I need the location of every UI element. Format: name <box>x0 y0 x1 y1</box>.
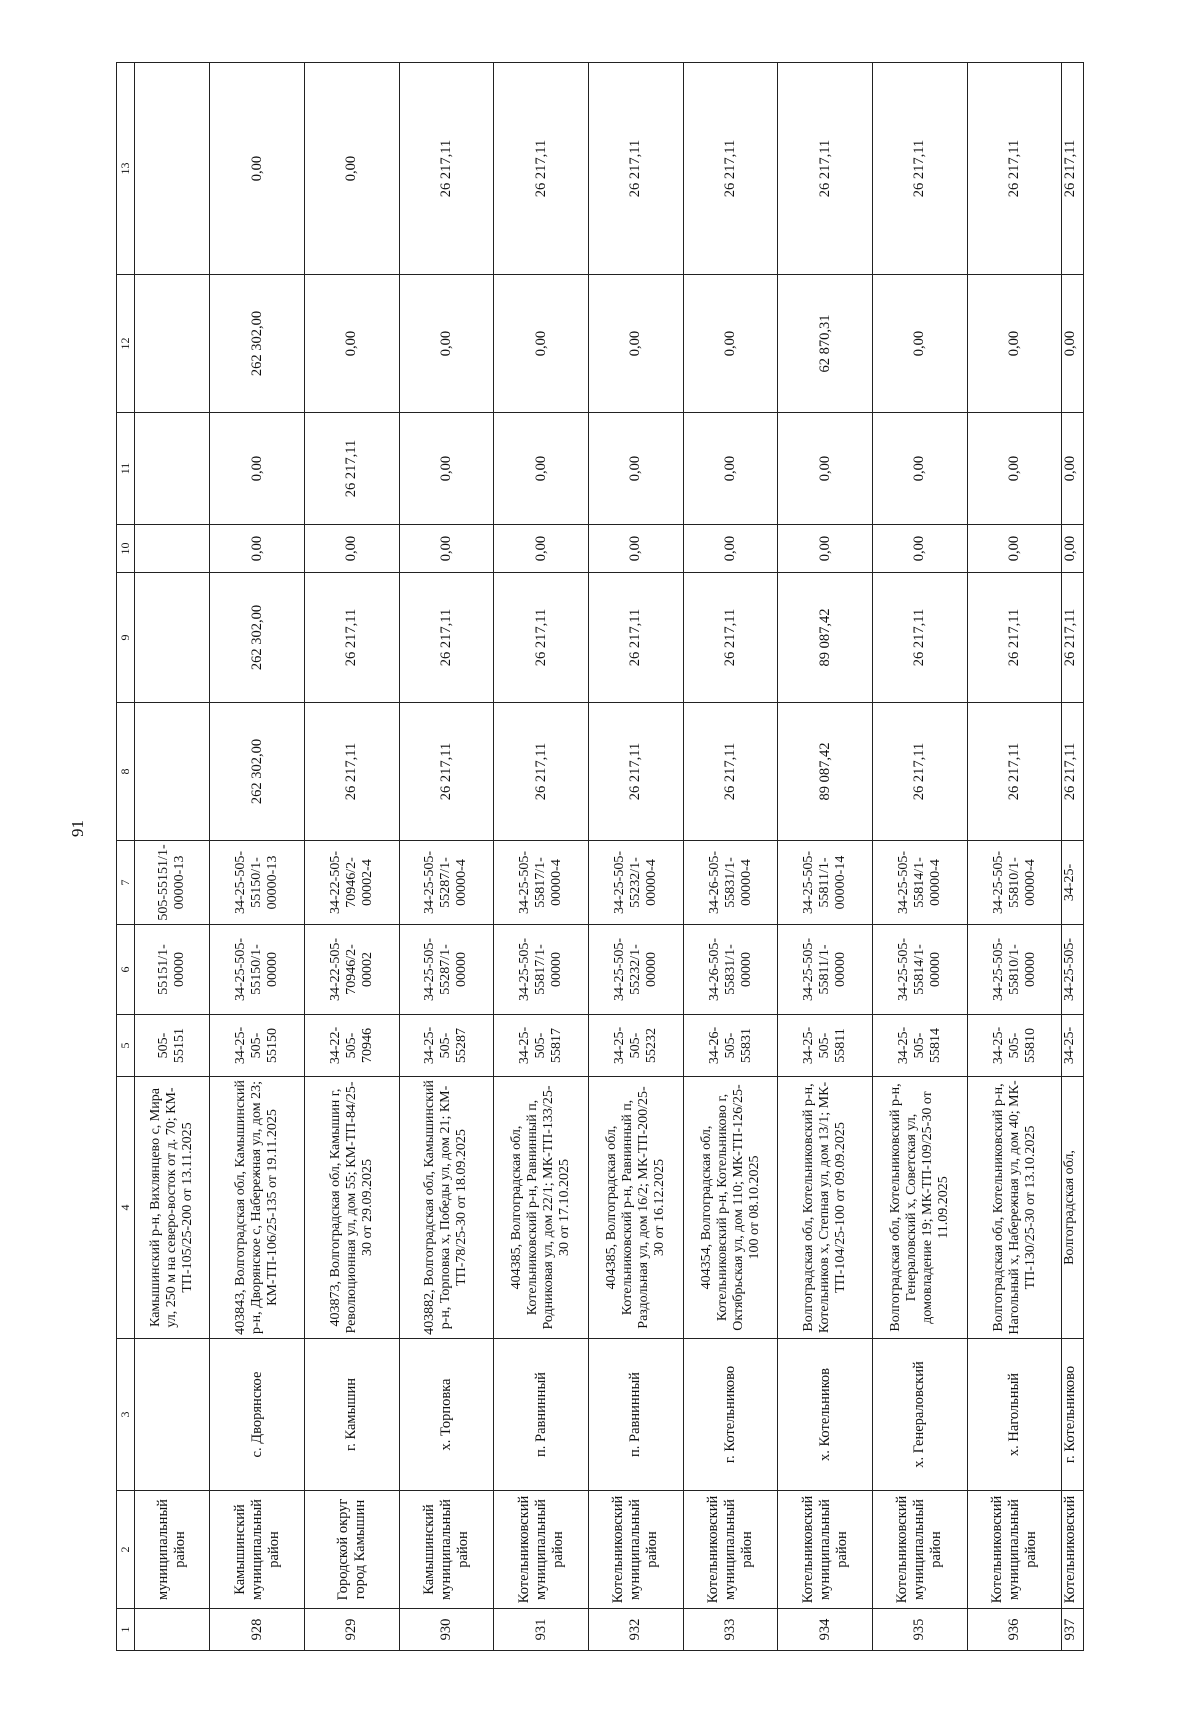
column-header-2: 2 <box>117 1491 135 1609</box>
table-cell-12: 0,00 <box>494 275 589 413</box>
table-row <box>1062 63 1084 1651</box>
table-cell-10: 0,00 <box>494 525 589 573</box>
column-header-8: 8 <box>117 703 135 841</box>
table-cell-7: 34-25-505-55287/1-00000-4 <box>399 841 494 925</box>
data-table <box>116 62 1084 1651</box>
column-header-4: 4 <box>117 1077 135 1339</box>
table-cell-3: х. Торповка <box>399 1339 494 1491</box>
table-cell-5: 34-22-505-70946 <box>304 1015 399 1077</box>
rotated-page <box>116 63 1084 1651</box>
table-cell-9: 26 217,11 <box>683 573 778 703</box>
table-cell-5: 34-25-505-55817 <box>494 1015 589 1077</box>
table-row <box>967 63 1062 1651</box>
table-cell-10: 0,00 <box>210 525 305 573</box>
table-cell-7: 34-25-505-55232/1-00000-4 <box>589 841 684 925</box>
table-cell-8: 26 217,11 <box>589 703 684 841</box>
table-row <box>210 63 305 1651</box>
table-cell-6: 34-25-505-55810/1-00000 <box>967 925 1062 1015</box>
column-header-6: 6 <box>117 925 135 1015</box>
table-cell-4: Камышинский р-н, Вихлянцево с, Мира ул, 250 м на северо-восток от д. 70; КМ-ТП-105/25-200 от 13.11.2025 <box>135 1077 210 1339</box>
column-header-9: 9 <box>117 573 135 703</box>
table-body <box>135 63 1084 1651</box>
column-header-12: 12 <box>117 275 135 413</box>
table-cell-3: х. Генераловский <box>873 1339 968 1491</box>
table-cell-9: 26 217,11 <box>589 573 684 703</box>
table-cell-7: 34-25-505-55817/1-00000-4 <box>494 841 589 925</box>
table-cell-13: 26 217,11 <box>873 63 968 275</box>
table-cell-12: 0,00 <box>683 275 778 413</box>
table-row <box>873 63 968 1651</box>
table-cell-6: 34-25-505-55811/1-00000 <box>778 925 873 1015</box>
table-cell-5: 34-25-505-55232 <box>589 1015 684 1077</box>
table-cell-5: 505-55151 <box>135 1015 210 1077</box>
table-cell-9: 89 087,42 <box>778 573 873 703</box>
table-cell-2: Камышинский муниципальный район <box>210 1491 305 1609</box>
table-cell-9 <box>135 573 210 703</box>
table-cell-9: 262 302,00 <box>210 573 305 703</box>
table-cell-6: 34-25-505-55232/1-00000 <box>589 925 684 1015</box>
table-cell-4: 403873, Волгоградская обл, Камышин г, Революционная ул, дом 55; КМ-ТП-84/25-30 от 29.09.2025 <box>304 1077 399 1339</box>
table-cell-11: 0,00 <box>967 413 1062 525</box>
table-cell-11: 0,00 <box>1062 413 1084 525</box>
table-cell-8: 26 217,11 <box>399 703 494 841</box>
table-cell-8: 262 302,00 <box>210 703 305 841</box>
column-header-3: 3 <box>117 1339 135 1491</box>
table-cell-13: 26 217,11 <box>399 63 494 275</box>
table-cell-7: 34-25-505-55150/1-00000-13 <box>210 841 305 925</box>
table-cell-8: 26 217,11 <box>494 703 589 841</box>
table-cell-10 <box>135 525 210 573</box>
table-cell-10: 0,00 <box>683 525 778 573</box>
table-cell-8: 89 087,42 <box>778 703 873 841</box>
table-cell-1: 929 <box>304 1609 399 1651</box>
table-cell-2: Городской округ город Камышин <box>304 1491 399 1609</box>
table-cell-11: 26 217,11 <box>304 413 399 525</box>
table-cell-12: 0,00 <box>589 275 684 413</box>
table-cell-2: Котельниковский муниципальный район <box>778 1491 873 1609</box>
table-cell-10: 0,00 <box>1062 525 1084 573</box>
table-cell-7: 34-22-505-70946/2-00002-4 <box>304 841 399 925</box>
table-cell-3: п. Равнинный <box>494 1339 589 1491</box>
table-cell-2: Котельниковский муниципальный район <box>683 1491 778 1609</box>
table-cell-3: г. Камышин <box>304 1339 399 1491</box>
table-cell-12: 262 302,00 <box>210 275 305 413</box>
column-header-10: 10 <box>117 525 135 573</box>
table-cell-12: 0,00 <box>399 275 494 413</box>
table-cell-5: 34-25-505-55810 <box>967 1015 1062 1077</box>
table-cell-11: 0,00 <box>399 413 494 525</box>
table-cell-5: 34-25-505-55287 <box>399 1015 494 1077</box>
table-cell-10: 0,00 <box>399 525 494 573</box>
table-cell-5: 34-25- <box>1062 1015 1084 1077</box>
table-cell-12: 0,00 <box>873 275 968 413</box>
table-cell-9: 26 217,11 <box>1062 573 1084 703</box>
table-cell-11: 0,00 <box>589 413 684 525</box>
table-cell-4: 404385, Волгоградская обл, Котельниковский р-н, Равнинный п, Родниковая ул, дом 22/1; МК-ТП-133/25-30 от 17.10.2025 <box>494 1077 589 1339</box>
table-cell-3 <box>135 1339 210 1491</box>
table-row <box>494 63 589 1651</box>
table-cell-3: г. Котельниково <box>683 1339 778 1491</box>
column-header-5: 5 <box>117 1015 135 1077</box>
table-cell-7: 34-26-505-55831/1-00000-4 <box>683 841 778 925</box>
column-header-11: 11 <box>117 413 135 525</box>
table-cell-8: 26 217,11 <box>873 703 968 841</box>
table-cell-10: 0,00 <box>778 525 873 573</box>
table-cell-2: Котельниковский муниципальный район <box>589 1491 684 1609</box>
table-cell-4: Волгоградская обл, Котельниковский р-н, Генераловский х, Советская ул, домовладение 19; МК-ТП-109/25-30 от 11.09.2025 <box>873 1077 968 1339</box>
table-cell-2: Котельниковский муниципальный район <box>873 1491 968 1609</box>
table-cell-13: 26 217,11 <box>778 63 873 275</box>
header-row <box>117 63 135 1651</box>
table-cell-6: 34-26-505-55831/1-00000 <box>683 925 778 1015</box>
table-cell-2: Котельниковский муниципальный район <box>494 1491 589 1609</box>
table-cell-6: 34-22-505-70946/2-00002 <box>304 925 399 1015</box>
table-cell-9: 26 217,11 <box>967 573 1062 703</box>
page-number: 91 <box>68 820 87 837</box>
table-cell-8 <box>135 703 210 841</box>
table-cell-7: 34-25-505-55814/1-00000-4 <box>873 841 968 925</box>
table-cell-10: 0,00 <box>589 525 684 573</box>
table-cell-6: 34-25-505-55287/1-00000 <box>399 925 494 1015</box>
table-cell-2: муниципальный район <box>135 1491 210 1609</box>
table-cell-1: 933 <box>683 1609 778 1651</box>
column-header-13: 13 <box>117 63 135 275</box>
table-row <box>683 63 778 1651</box>
table-cell-1: 928 <box>210 1609 305 1651</box>
table-cell-10: 0,00 <box>967 525 1062 573</box>
table-cell-13: 26 217,11 <box>683 63 778 275</box>
table-cell-9: 26 217,11 <box>304 573 399 703</box>
table-cell-11: 0,00 <box>210 413 305 525</box>
table-cell-8: 26 217,11 <box>683 703 778 841</box>
table-cell-5: 34-25-505-55150 <box>210 1015 305 1077</box>
table-cell-1: 936 <box>967 1609 1062 1651</box>
table-cell-3: п. Равнинный <box>589 1339 684 1491</box>
table-cell-9: 26 217,11 <box>873 573 968 703</box>
table-cell-12: 62 870,31 <box>778 275 873 413</box>
table-cell-6: 55151/1-00000 <box>135 925 210 1015</box>
table-cell-4: Волгоградская обл, Котельниковский р-н, Котельников х, Степная ул, дом 13/1; МК-ТП-104/25-100 от 09.09.2025 <box>778 1077 873 1339</box>
table-cell-10: 0,00 <box>304 525 399 573</box>
table-cell-13: 26 217,11 <box>967 63 1062 275</box>
table-cell-4: 403882, Волгоградская обл, Камышинский р-н, Торповка х, Победы ул, дом 21; КМ-ТП-78/25-30 от 18.09.2025 <box>399 1077 494 1339</box>
table-cell-4: Волгоградская обл, Котельниковский р-н, Нагольный х, Набережная ул, дом 40; МК-ТП-130/25-30 от 13.10.2025 <box>967 1077 1062 1339</box>
table-cell-3: х. Котельников <box>778 1339 873 1491</box>
table-cell-7: 34-25-505-55810/1-00000-4 <box>967 841 1062 925</box>
table-cell-2: Котельниковский <box>1062 1491 1084 1609</box>
table-cell-1: 935 <box>873 1609 968 1651</box>
table-cell-1: 932 <box>589 1609 684 1651</box>
table-cell-4: 404385, Волгоградская обл, Котельниковский р-н, Равнинный п, Раздольная ул, дом 16/2; МК-ТП-200/25-30 от 16.12.2025 <box>589 1077 684 1339</box>
column-header-7: 7 <box>117 841 135 925</box>
table-row <box>589 63 684 1651</box>
table-cell-3: х. Нагольный <box>967 1339 1062 1491</box>
table-cell-6: 34-25-505-55814/1-00000 <box>873 925 968 1015</box>
table-cell-12: 0,00 <box>1062 275 1084 413</box>
table-cell-1: 937 <box>1062 1609 1084 1651</box>
table-cell-8: 26 217,11 <box>1062 703 1084 841</box>
table-cell-13: 26 217,11 <box>589 63 684 275</box>
table-cell-7: 34-25- <box>1062 841 1084 925</box>
table-cell-5: 34-25-505-55814 <box>873 1015 968 1077</box>
table-cell-9: 26 217,11 <box>399 573 494 703</box>
table-cell-7: 505-55151/1-00000-13 <box>135 841 210 925</box>
table-cell-1: 934 <box>778 1609 873 1651</box>
table-cell-11: 0,00 <box>683 413 778 525</box>
table-row <box>399 63 494 1651</box>
table-cell-13: 0,00 <box>304 63 399 275</box>
table-cell-8: 26 217,11 <box>304 703 399 841</box>
table-cell-1 <box>135 1609 210 1651</box>
column-header-1: 1 <box>117 1609 135 1651</box>
table-cell-1: 930 <box>399 1609 494 1651</box>
table-cell-11: 0,00 <box>778 413 873 525</box>
table-cell-2: Котельниковский муниципальный район <box>967 1491 1062 1609</box>
table-cell-4: 404354, Волгоградская обл, Котельниковский р-н, Котельниково г, Октябрьская ул, дом 110; МК-ТП-126/25-100 от 08.10.2025 <box>683 1077 778 1339</box>
table-cell-6: 34-25-505- <box>1062 925 1084 1015</box>
table-cell-3: г. Котельниково <box>1062 1339 1084 1491</box>
table-cell-13: 26 217,11 <box>494 63 589 275</box>
table-cell-4: Волгоградская обл, <box>1062 1077 1084 1339</box>
table-row <box>135 63 210 1651</box>
table-cell-9: 26 217,11 <box>494 573 589 703</box>
table-cell-7: 34-25-505-55811/1-00000-14 <box>778 841 873 925</box>
table-cell-12 <box>135 275 210 413</box>
table-cell-6: 34-25-505-55150/1-00000 <box>210 925 305 1015</box>
table-row <box>778 63 873 1651</box>
table-cell-6: 34-25-505-55817/1-00000 <box>494 925 589 1015</box>
table-cell-5: 34-25-505-55811 <box>778 1015 873 1077</box>
table-cell-5: 34-26-505-55831 <box>683 1015 778 1077</box>
table-cell-4: 403843, Волгоградская обл, Камышинский р-н, Дворянское с, Набережная ул, дом 23; КМ-ТП-106/25-135 от 19.11.2025 <box>210 1077 305 1339</box>
table-cell-11: 0,00 <box>873 413 968 525</box>
table-cell-11: 0,00 <box>494 413 589 525</box>
table-row <box>304 63 399 1651</box>
table-cell-11 <box>135 413 210 525</box>
table-cell-10: 0,00 <box>873 525 968 573</box>
table-cell-1: 931 <box>494 1609 589 1651</box>
table-cell-13: 26 217,11 <box>1062 63 1084 275</box>
table-cell-8: 26 217,11 <box>967 703 1062 841</box>
table-cell-12: 0,00 <box>967 275 1062 413</box>
table-cell-13 <box>135 63 210 275</box>
table-cell-2: Камышинский муниципальный район <box>399 1491 494 1609</box>
table-cell-3: с. Дворянское <box>210 1339 305 1491</box>
table-cell-13: 0,00 <box>210 63 305 275</box>
table-cell-12: 0,00 <box>304 275 399 413</box>
